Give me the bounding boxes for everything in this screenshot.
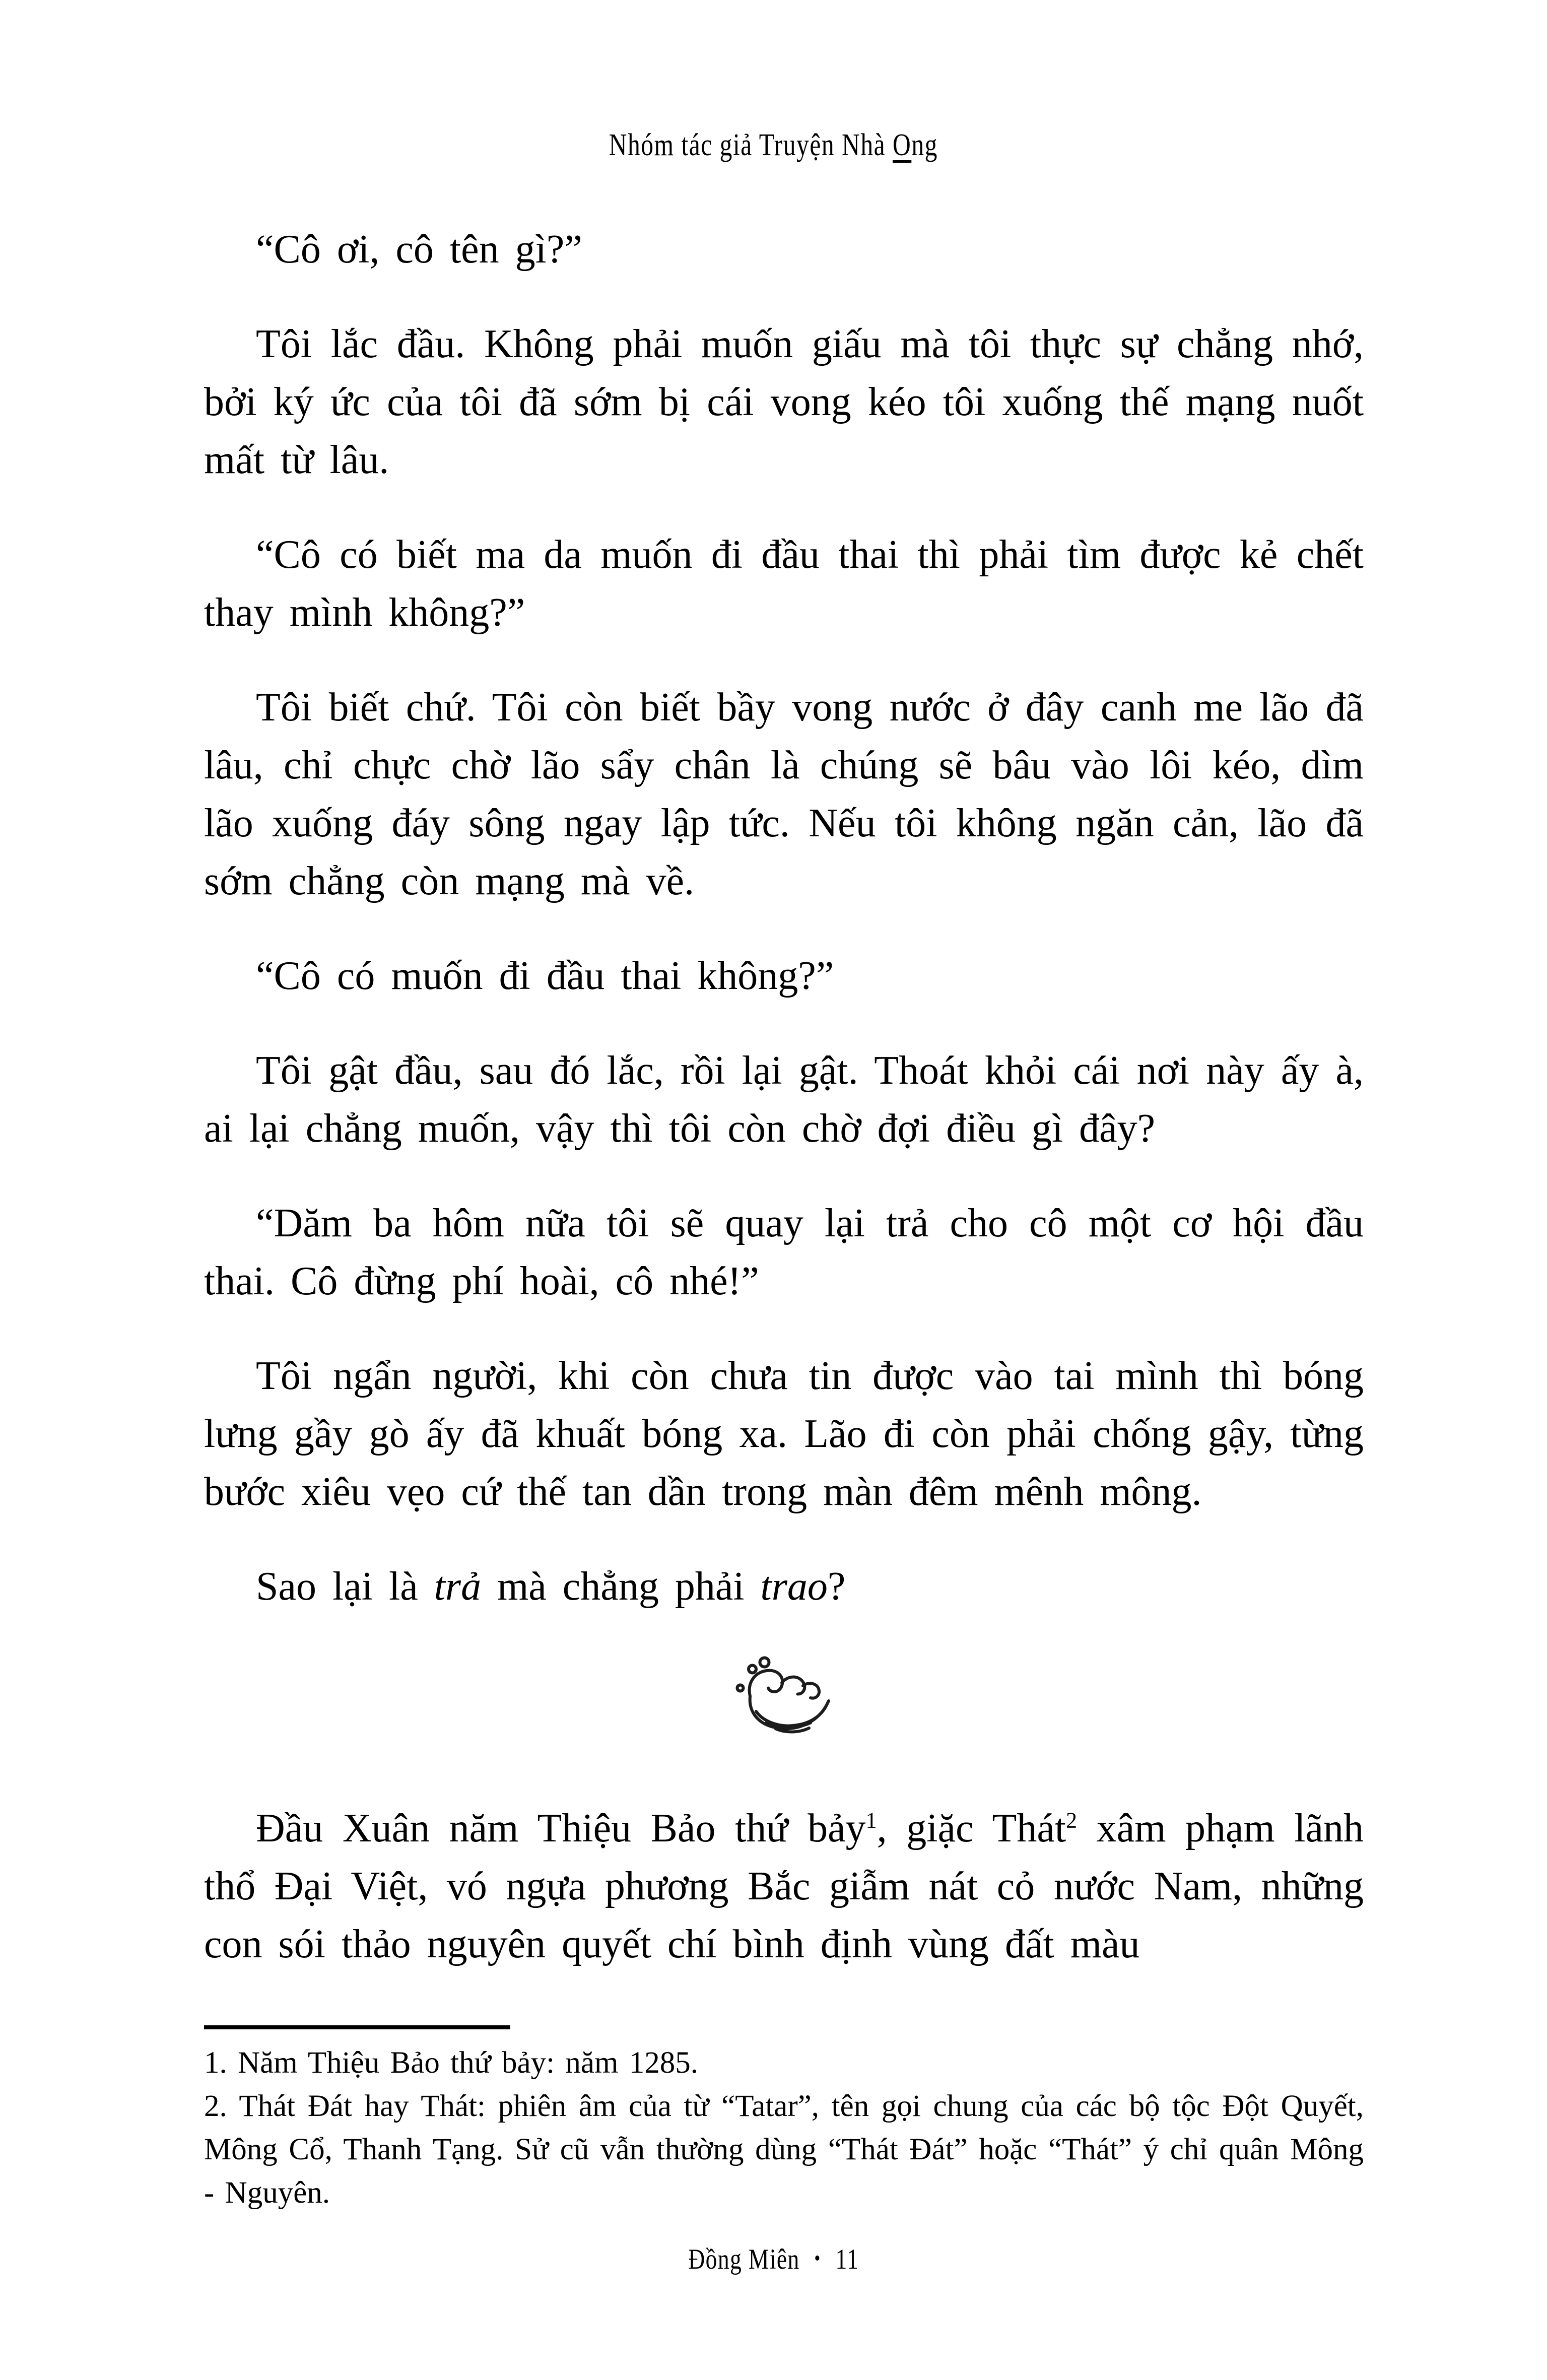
paragraph <box>204 221 1364 279</box>
paragraph <box>204 1195 1364 1310</box>
paragraph <box>204 1800 1364 1973</box>
running-header-text <box>609 126 938 165</box>
section-break-ornament <box>204 1652 1364 1759</box>
text-segment: Sao lại là <box>256 1564 434 1609</box>
text-segment: “Dăm ba hôm nữa tôi sẽ quay lại trả cho cô một cơ hội đầu thai. Cô đừng phí hoài, cô nhé!” <box>204 1201 1364 1303</box>
footnote: 2. Thát Đát hay Thát: phiên âm của từ “Tatar”, tên gọi chung của các bộ tộc Đột Quyết, Mông Cổ, Thanh Tạng. Sử cũ vẫn thường dùng “Thát Đát” hoặc “Thát” ý chỉ quân Mông - Nguyên. <box>204 2089 1364 2210</box>
paragraph <box>204 526 1364 642</box>
text-segment: mà chẳng phải <box>481 1564 761 1609</box>
text-segment: Đầu Xuân năm Thiệu Bảo thứ bảy <box>256 1806 866 1850</box>
page-body-text <box>204 221 1364 2010</box>
paragraph <box>204 1558 1364 1616</box>
footnotes-section <box>204 2010 1364 2215</box>
paragraph <box>204 947 1364 1005</box>
page-number: 11 <box>835 2243 859 2275</box>
text-segment: Tôi biết chứ. Tôi còn biết bầy vong nước ở đây canh me lão đã lâu, chỉ chực chờ lão sẩy chân là chúng sẽ bâu vào lôi kéo, dìm lão xuống đáy sông ngay lập tức. Nếu tôi không ngăn cản, lão đã sớm chẳng còn mạng mà về. <box>204 685 1364 903</box>
text-segment: xâm phạm lãnh thổ Đại Việt, vó ngựa phương Bắc giẫm nát cỏ nước Nam, những con sói thảo nguyên quyết chí bình định vùng đất màu <box>204 1806 1364 1966</box>
paragraph <box>204 679 1364 910</box>
running-header <box>0 126 1547 165</box>
footer-separator-dot: • <box>814 2246 821 2270</box>
paragraph <box>204 1042 1364 1158</box>
page-footer <box>0 2243 1547 2276</box>
text-segment: trao <box>760 1564 828 1609</box>
paragraph <box>204 315 1364 489</box>
book-title: Đồng Miên <box>688 2243 800 2275</box>
wave-ornament-icon <box>727 1652 841 1743</box>
text-segment: “Cô ơi, cô tên gì?” <box>256 227 582 272</box>
text-segment: Tôi gật đầu, sau đó lắc, rồi lại gật. Thoát khỏi cái nơi này ấy à, ai lại chẳng muốn, vậy thì tôi còn chờ đợi điều gì đây? <box>204 1048 1364 1151</box>
running-header-segment: Nhóm tác giả Truyện Nhà <box>609 128 893 162</box>
running-header-segment: ng <box>911 128 938 162</box>
running-header-segment: O <box>893 128 912 162</box>
footnote: 1. Năm Thiệu Bảo thứ bảy: năm 1285. <box>204 2046 699 2080</box>
text-segment: “Cô có biết ma da muốn đi đầu thai thì phải tìm được kẻ chết thay mình không?” <box>204 533 1364 635</box>
footnote-ref: 2 <box>1066 1808 1078 1833</box>
page-footer-text <box>688 2243 859 2276</box>
footnote-separator-rule <box>204 2025 510 2029</box>
text-segment: ? <box>827 1564 846 1609</box>
text-segment: “Cô có muốn đi đầu thai không?” <box>256 954 834 998</box>
text-segment: Tôi lắc đầu. Không phải muốn giấu mà tôi thực sự chẳng nhớ, bởi ký ức của tôi đã sớm bị cái vong kéo tôi xuống thế mạng nuốt mất từ lâu. <box>204 322 1364 482</box>
text-segment: Tôi ngẩn người, khi còn chưa tin được vào tai mình thì bóng lưng gầy gò ấy đã khuất bóng xa. Lão đi còn phải chống gậy, từng bước xiêu vẹo cứ thế tan dần trong màn đêm mênh mông. <box>204 1354 1364 1514</box>
footnote-ref: 1 <box>865 1808 877 1833</box>
footnotes-list <box>204 2041 1364 2215</box>
paragraph <box>204 1347 1364 1521</box>
text-segment: , giặc Thát <box>877 1806 1066 1850</box>
text-segment: trả <box>434 1564 482 1609</box>
